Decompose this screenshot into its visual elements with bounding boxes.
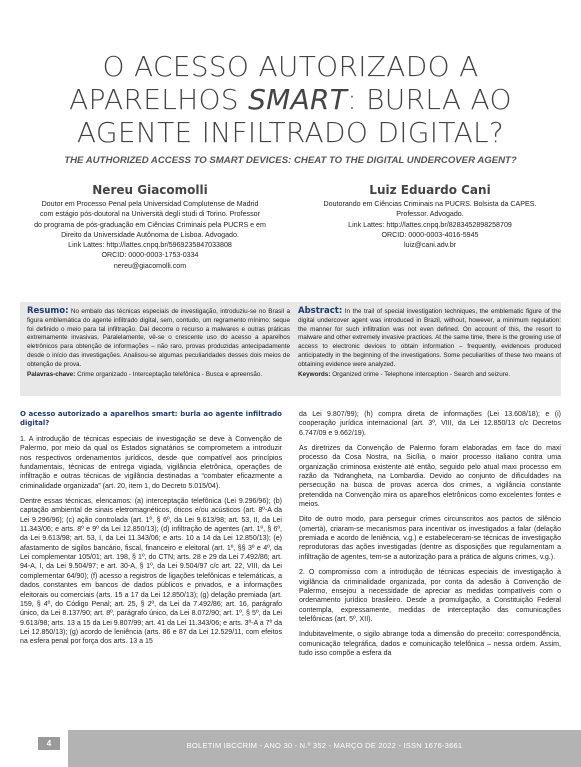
keywords-text: Organized crime - Telephone interception - Search and seizure. [332, 371, 511, 379]
author-bio-line: Professor. Advogado. [396, 210, 464, 219]
author-lattes-link[interactable]: Link Lattes: http://lattes.cnpq.br/5969235847033808 [68, 241, 232, 250]
body-paragraph: As diretrizes da Convenção de Palermo foram elaboradas em face do maxi processo da Cosa Nostra, na Sicília, o maior processo italiano contra uma organização criminosa existente até então, seguido pelo atual maxi processo em razão da ’Ndrangheta, na Lombardia. Devido ao conjunto de dificuldades na persecução na busca de provas acerca dos crimes, a vigilância constante pretendida na Convenção mira os aparelhos eletrônicos como excelentes fontes e meios. [299, 445, 561, 509]
abstract-portuguese [27, 307, 290, 380]
author-bio-line: Doutorando em Ciências Criminais na PUCRS. Bolsista da CAPES. [323, 200, 537, 208]
abstract-box [20, 302, 561, 396]
author-lattes-link[interactable]: Link Lattes: http://lattes.cnpq.br/8283452898258709 [348, 220, 512, 229]
title-line-2 [20, 83, 561, 116]
author-block-2 [300, 183, 560, 250]
page-footer [0, 730, 581, 767]
author-bio-line: Doutor em Processo Penal pela Universidad Complutense de Madrid [41, 200, 259, 208]
abstract-label: Abstract: [298, 306, 343, 316]
abstract-label: Resumo: [27, 306, 69, 316]
keywords-label: Keywords: [298, 371, 331, 379]
author-orcid: ORCID: 0000-0003-1753-0334 [101, 251, 199, 260]
title-line-2-post: : BURLA AO [347, 83, 512, 116]
abstract-text: In the trail of special investigation techniques, the emblematic figure of the digital undercover agent was introduced in Brazil, without, however, a minimum regulation: the manner for such infiltration was not even defined. On account of this, the resort to malware and other extremely invasive practices. At the same time, there is the growing use of access to electronic devices to obtain information – frequently, evidences produced anticipatedly in the beginning of the investigations. Some peculiarities of these two means of obtaining evidence were analyzed. [298, 308, 562, 368]
abstract-text: No embalo das técnicas especiais de investigação, introduziu-se no Brasil a figura emblemática do agente infiltrado digital, sem, contudo, um regramento mínimo: seque foi definido o meio para tal infiltração. Daí decorre o recurso a malwares e outras práticas extremamente invasivas. Paralelamente, vê-se o crescente uso do acesso a aparelhos eletrônicos para obtenção de informações – não raro, provas produzidas antecipadamente desde o início das investigações. Analisou-se algumas peculiaridades desses dois meios de obtenção de prova. [27, 308, 290, 368]
author-block-1 [20, 183, 280, 271]
title-line-2-italic: SMART [248, 83, 348, 116]
article-title [20, 50, 561, 149]
author-bio-line: do programa de pós-graduação em Ciências Criminais pela PUCRS e em [34, 220, 266, 229]
journal-info: BOLETIM IBCCRIM - ANO 30 - N.º 352 - MARÇO DE 2022 - ISSN 1676-3661 [186, 741, 463, 750]
author-bio-line: Direito da Universidade Autônoma de Lisboa. Advogado. [61, 230, 239, 239]
footer-band [68, 730, 581, 767]
body-column-left [20, 410, 282, 653]
body-paragraph: Dentre essas técnicas, elencamos: (a) interceptação telefônica (Lei 9.296/96); (b) captação ambiental de sinais eletromagnéticos, óticos e/ou acústicos (art. 8º-A da Lei 9.296/96); (c) ação controlada (art. 1º, § 6º, da Lei 9.613/98; art. 53, II, da Lei 11.343/06; e arts. 8º e 9º da Lei 12.850/13); (d) infiltração de agentes (art. 1º, § 6º, da Lei 9.613/98; art. 53, I, da Lei 11.343/06; e arts. 10 a 14 da Lei 12.850/13); (e) afastamento de sigilos bancário, fiscal, financeiro e eleitoral (art. 1º, §§ 3º e 4º, da Lei complementar 105/01; art. 198, § 1º, do CTN; arts. 28 e 29 da Lei 7.492/86; art. 94-A, I, da Lei 9.504/97; e art. 30-A, § 1º, da Lei 9.504/97 c/c art. 22, VIII, da Lei complementar 64/90); (f) acesso a registros de ligações telefônicas e telemáticas, a dados constantes em bancos de dados públicos e privados, e a informações eleitorais ou comerciais (arts. 15 a 17 da Lei 12.850/13); (g) delação premiada (art. 159, § 4º, do Código Penal; art. 25, § 2º, da Lei da 7.492/86; art. 16, parágrafo único, da Lei 8.137/90; art. 8º, parágrafo único, da Lei 8.072/90; art. 1º, § 5º, da Lei 9.613/98; arts. 13 a 15 da Lei 9.807/99; art. 41 da Lei 11.343/06; e arts. 3º-A a 7º da Lei 12.850/13); (g) acordo de leniência (arts. 86 e 87 da Lei 12.529/11, com efeitos na esfera penal por força dos arts. 13 a 15 [20, 498, 282, 646]
body-paragraph: Indubitavelmente, o sigilo abrange toda a dimensão do preceito: correspondência, comunicação telegráfica, dados e comunicação telefônica – nessa ordem. Assim, tudo isso compõe a esfera da [299, 631, 561, 657]
page-number: 4 [46, 739, 52, 748]
author-bio-line: com estágio pós-doutoral na Università degli studi di Torino. Professor [40, 210, 260, 219]
title-line-2-pre: APARELHOS [69, 83, 249, 116]
body-paragraph: 2. O compromisso com a introdução de técnicas especiais de investigação à vigilância da criminalidade organizada, por conta da adesão à Convenção de Palermo, ensejou a necessidade de apreciar as medidas compatíveis com o ordenamento jurídico brasileiro. Desde a promulgação, a Constituição Federal contempla, expressamente, medidas de interceptação das comunicações telefônicas (art. 5º, XII). [299, 569, 561, 623]
title-line-1: O ACESSO AUTORIZADO A [102, 50, 479, 83]
keywords [27, 371, 290, 380]
section-heading: O acesso autorizado a aparelhos smart: burla ao agente infiltrado digital? [20, 410, 282, 427]
body-paragraph: Dito de outro modo, para perseguir crimes circunscritos aos pactos de silêncio (omertà), criaram-se mecanismos para incentivar os investigados a falar (delação premiada e acordo de leniência, v.g.) e estabeleceram-se técnicas de investigação reprodutoras das ações investigadas (dentre as disposições que regulamentam a infiltração de agentes, tem-se a autorização para a prática de alguns crimes, v.g.). [299, 516, 561, 561]
keywords-text: Crime organizado - Interceptação telefônica - Busca e apreensão. [77, 371, 263, 379]
abstract-english [298, 307, 561, 380]
author-email[interactable]: luiz@cani.adv.br [403, 241, 457, 250]
page-number-box [38, 737, 60, 750]
body-column-right [299, 410, 561, 664]
title-line-3: AGENTE INFILTRADO DIGITAL? [76, 116, 505, 149]
body-paragraph: da Lei 9.807/99); (h) compra direta de informações (Lei 13.608/18); e (i) cooperação jurídica internacional (art. 3º, VIII, da Lei 12.850/13 c/c Decretos 6.747/09 e 9.662/19). [299, 411, 561, 437]
keywords-label: Palavras-chave: [27, 371, 76, 379]
author-orcid: ORCID: 0000-0003-4016-5945 [381, 230, 479, 239]
author-email[interactable]: nereu@giacomolli.com [113, 261, 187, 270]
keywords [298, 371, 561, 380]
article-subtitle: THE AUTHORIZED ACCESS TO SMART DEVICES: CHEAT TO THE DIGITAL UNDERCOVER AGENT? [64, 155, 517, 166]
body-paragraph: 1. A introdução de técnicas especiais de investigação se deve à Convenção de Palermo, por meio da qual os Estados signatários se comprometem a introduzir nos respectivos ordenamentos jurídicos, desde que compatível aos princípios fundamentais, técnicas de entrega vigiada, vigilância eletrônica, operações de infiltração e outras técnicas de vigilância destinadas a “combater eficazmente a criminalidade organizada” (art. 20, item 1, do Decreto 5.015/04). [20, 436, 282, 490]
author-name: Nereu Giacomolli [92, 183, 208, 197]
author-name: Luiz Eduardo Cani [369, 183, 491, 197]
